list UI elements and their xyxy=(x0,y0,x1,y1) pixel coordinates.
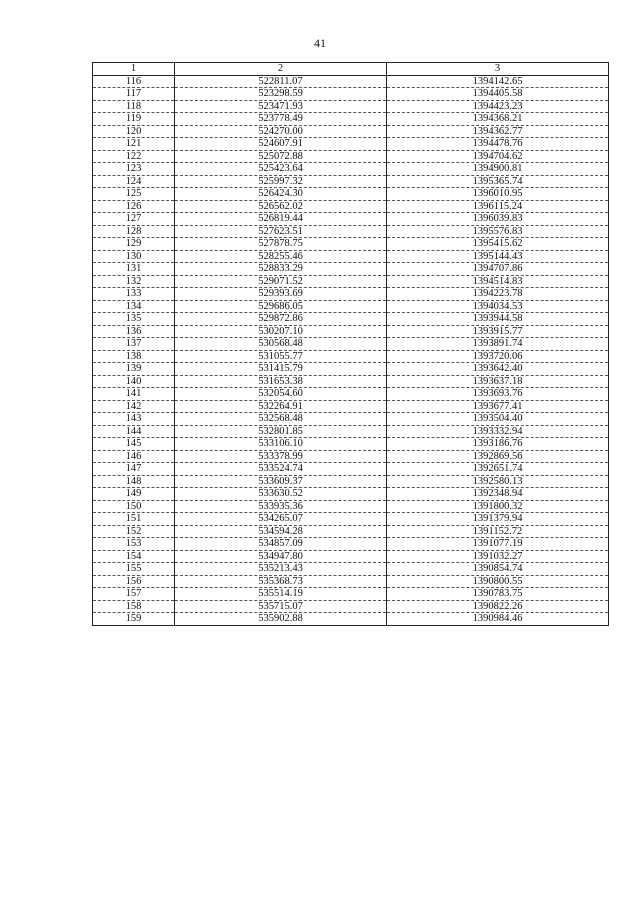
table-row xyxy=(93,400,609,413)
table-row xyxy=(93,250,609,263)
x-coordinate-cell: 525997.32 xyxy=(175,175,387,188)
point-number-cell: 146 xyxy=(93,450,175,463)
table-header-row xyxy=(93,63,609,76)
x-coordinate-cell: 525072.88 xyxy=(175,150,387,163)
y-coordinate-cell: 1394423.23 xyxy=(387,100,609,113)
table-row xyxy=(93,75,609,88)
y-coordinate-cell: 1390783.75 xyxy=(387,588,609,601)
page-number: 41 xyxy=(314,36,326,50)
table-row xyxy=(93,413,609,426)
table-row xyxy=(93,163,609,176)
column-header: 2 xyxy=(175,63,387,76)
table-row xyxy=(93,438,609,451)
table-row xyxy=(93,225,609,238)
x-coordinate-cell: 531653.38 xyxy=(175,375,387,388)
table-row xyxy=(93,263,609,276)
y-coordinate-cell: 1390822.26 xyxy=(387,600,609,613)
point-number-cell: 129 xyxy=(93,238,175,251)
x-coordinate-cell: 531415.79 xyxy=(175,363,387,376)
y-coordinate-cell: 1391152.72 xyxy=(387,525,609,538)
table-row xyxy=(93,575,609,588)
table-row xyxy=(93,513,609,526)
table-row xyxy=(93,175,609,188)
y-coordinate-cell: 1392869.56 xyxy=(387,450,609,463)
y-coordinate-cell: 1394034.53 xyxy=(387,300,609,313)
point-number-cell: 159 xyxy=(93,613,175,626)
y-coordinate-cell: 1394704.62 xyxy=(387,150,609,163)
point-number-cell: 119 xyxy=(93,113,175,126)
point-number-cell: 151 xyxy=(93,513,175,526)
x-coordinate-cell: 533106.10 xyxy=(175,438,387,451)
y-coordinate-cell: 1391379.94 xyxy=(387,513,609,526)
point-number-cell: 147 xyxy=(93,463,175,476)
point-number-cell: 128 xyxy=(93,225,175,238)
table-row xyxy=(93,188,609,201)
x-coordinate-cell: 535368.73 xyxy=(175,575,387,588)
y-coordinate-cell: 1392651.74 xyxy=(387,463,609,476)
y-coordinate-cell: 1394405.58 xyxy=(387,88,609,101)
y-coordinate-cell: 1393677.41 xyxy=(387,400,609,413)
y-coordinate-cell: 1391032.27 xyxy=(387,550,609,563)
point-number-cell: 153 xyxy=(93,538,175,551)
x-coordinate-cell: 523298.59 xyxy=(175,88,387,101)
point-number-cell: 158 xyxy=(93,600,175,613)
table-row xyxy=(93,375,609,388)
x-coordinate-cell: 532264.91 xyxy=(175,400,387,413)
x-coordinate-cell: 526562.02 xyxy=(175,200,387,213)
x-coordinate-cell: 528833.29 xyxy=(175,263,387,276)
x-coordinate-cell: 531055.77 xyxy=(175,350,387,363)
x-coordinate-cell: 533935.36 xyxy=(175,500,387,513)
x-coordinate-cell: 532568.48 xyxy=(175,413,387,426)
x-coordinate-cell: 534594.28 xyxy=(175,525,387,538)
x-coordinate-cell: 535514.19 xyxy=(175,588,387,601)
table-row xyxy=(93,500,609,513)
y-coordinate-cell: 1394900.81 xyxy=(387,163,609,176)
table-body xyxy=(93,75,609,625)
x-coordinate-cell: 530207.10 xyxy=(175,325,387,338)
point-number-cell: 120 xyxy=(93,125,175,138)
table-row xyxy=(93,200,609,213)
point-number-cell: 123 xyxy=(93,163,175,176)
point-number-cell: 125 xyxy=(93,188,175,201)
point-number-cell: 150 xyxy=(93,500,175,513)
table-row xyxy=(93,475,609,488)
x-coordinate-cell: 534857.09 xyxy=(175,538,387,551)
table-row xyxy=(93,350,609,363)
y-coordinate-cell: 1393944.58 xyxy=(387,313,609,326)
x-coordinate-cell: 529393.69 xyxy=(175,288,387,301)
table-row xyxy=(93,88,609,101)
point-number-cell: 144 xyxy=(93,425,175,438)
y-coordinate-cell: 1390984.46 xyxy=(387,613,609,626)
table-row xyxy=(93,338,609,351)
y-coordinate-cell: 1392348.94 xyxy=(387,488,609,501)
y-coordinate-cell: 1393720.06 xyxy=(387,350,609,363)
x-coordinate-cell: 533630.52 xyxy=(175,488,387,501)
x-coordinate-cell: 523778.49 xyxy=(175,113,387,126)
y-coordinate-cell: 1395144.43 xyxy=(387,250,609,263)
point-number-cell: 117 xyxy=(93,88,175,101)
y-coordinate-cell: 1394707.86 xyxy=(387,263,609,276)
x-coordinate-cell: 529686.05 xyxy=(175,300,387,313)
table-row xyxy=(93,113,609,126)
table-row xyxy=(93,613,609,626)
table-row xyxy=(93,525,609,538)
y-coordinate-cell: 1396115.24 xyxy=(387,200,609,213)
x-coordinate-cell: 522811.07 xyxy=(175,75,387,88)
y-coordinate-cell: 1393186.76 xyxy=(387,438,609,451)
table-row xyxy=(93,538,609,551)
table-row xyxy=(93,600,609,613)
point-number-cell: 116 xyxy=(93,75,175,88)
y-coordinate-cell: 1395576.83 xyxy=(387,225,609,238)
point-number-cell: 154 xyxy=(93,550,175,563)
y-coordinate-cell: 1393891.74 xyxy=(387,338,609,351)
point-number-cell: 133 xyxy=(93,288,175,301)
x-coordinate-cell: 530568.48 xyxy=(175,338,387,351)
point-number-cell: 145 xyxy=(93,438,175,451)
y-coordinate-cell: 1394478.76 xyxy=(387,138,609,151)
y-coordinate-cell: 1394142.65 xyxy=(387,75,609,88)
x-coordinate-cell: 535213.43 xyxy=(175,563,387,576)
x-coordinate-cell: 526819.44 xyxy=(175,213,387,226)
y-coordinate-cell: 1393332.94 xyxy=(387,425,609,438)
x-coordinate-cell: 527878.75 xyxy=(175,238,387,251)
point-number-cell: 126 xyxy=(93,200,175,213)
table-row xyxy=(93,488,609,501)
y-coordinate-cell: 1393693.76 xyxy=(387,388,609,401)
point-number-cell: 124 xyxy=(93,175,175,188)
table-row xyxy=(93,563,609,576)
y-coordinate-cell: 1394514.83 xyxy=(387,275,609,288)
y-coordinate-cell: 1394223.78 xyxy=(387,288,609,301)
y-coordinate-cell: 1393504.40 xyxy=(387,413,609,426)
table-row xyxy=(93,313,609,326)
table-row xyxy=(93,450,609,463)
point-number-cell: 131 xyxy=(93,263,175,276)
table-row xyxy=(93,100,609,113)
point-number-cell: 143 xyxy=(93,413,175,426)
point-number-cell: 136 xyxy=(93,325,175,338)
y-coordinate-cell: 1396039.83 xyxy=(387,213,609,226)
table-row xyxy=(93,463,609,476)
x-coordinate-cell: 524607.91 xyxy=(175,138,387,151)
point-number-cell: 118 xyxy=(93,100,175,113)
table-row xyxy=(93,150,609,163)
point-number-cell: 127 xyxy=(93,213,175,226)
y-coordinate-cell: 1390854.74 xyxy=(387,563,609,576)
y-coordinate-cell: 1390800.55 xyxy=(387,575,609,588)
x-coordinate-cell: 526424.30 xyxy=(175,188,387,201)
x-coordinate-cell: 534947.80 xyxy=(175,550,387,563)
point-number-cell: 157 xyxy=(93,588,175,601)
y-coordinate-cell: 1395415.62 xyxy=(387,238,609,251)
point-number-cell: 148 xyxy=(93,475,175,488)
table-row xyxy=(93,388,609,401)
x-coordinate-cell: 523471.93 xyxy=(175,100,387,113)
coordinates-table xyxy=(92,62,609,626)
point-number-cell: 121 xyxy=(93,138,175,151)
table-row xyxy=(93,300,609,313)
x-coordinate-cell: 527623.51 xyxy=(175,225,387,238)
point-number-cell: 137 xyxy=(93,338,175,351)
x-coordinate-cell: 525423.64 xyxy=(175,163,387,176)
x-coordinate-cell: 532801.85 xyxy=(175,425,387,438)
table-row xyxy=(93,363,609,376)
column-header: 3 xyxy=(387,63,609,76)
x-coordinate-cell: 533524.74 xyxy=(175,463,387,476)
point-number-cell: 134 xyxy=(93,300,175,313)
table-row xyxy=(93,425,609,438)
point-number-cell: 122 xyxy=(93,150,175,163)
y-coordinate-cell: 1391800.32 xyxy=(387,500,609,513)
point-number-cell: 140 xyxy=(93,375,175,388)
table-row xyxy=(93,138,609,151)
x-coordinate-cell: 534265.07 xyxy=(175,513,387,526)
y-coordinate-cell: 1393637.18 xyxy=(387,375,609,388)
table-row xyxy=(93,275,609,288)
point-number-cell: 141 xyxy=(93,388,175,401)
y-coordinate-cell: 1392580.13 xyxy=(387,475,609,488)
point-number-cell: 138 xyxy=(93,350,175,363)
table-row xyxy=(93,125,609,138)
point-number-cell: 130 xyxy=(93,250,175,263)
y-coordinate-cell: 1396010.95 xyxy=(387,188,609,201)
point-number-cell: 149 xyxy=(93,488,175,501)
table-row xyxy=(93,238,609,251)
x-coordinate-cell: 524270.00 xyxy=(175,125,387,138)
x-coordinate-cell: 535715.07 xyxy=(175,600,387,613)
y-coordinate-cell: 1395365.74 xyxy=(387,175,609,188)
point-number-cell: 152 xyxy=(93,525,175,538)
x-coordinate-cell: 533378.99 xyxy=(175,450,387,463)
x-coordinate-cell: 533609.37 xyxy=(175,475,387,488)
y-coordinate-cell: 1394368.21 xyxy=(387,113,609,126)
y-coordinate-cell: 1393642.40 xyxy=(387,363,609,376)
x-coordinate-cell: 532054.60 xyxy=(175,388,387,401)
y-coordinate-cell: 1391077.19 xyxy=(387,538,609,551)
y-coordinate-cell: 1393915.77 xyxy=(387,325,609,338)
point-number-cell: 139 xyxy=(93,363,175,376)
table-row xyxy=(93,288,609,301)
point-number-cell: 156 xyxy=(93,575,175,588)
table-row xyxy=(93,325,609,338)
point-number-cell: 155 xyxy=(93,563,175,576)
x-coordinate-cell: 529071.52 xyxy=(175,275,387,288)
table-row xyxy=(93,550,609,563)
x-coordinate-cell: 529872.86 xyxy=(175,313,387,326)
x-coordinate-cell: 528255.46 xyxy=(175,250,387,263)
y-coordinate-cell: 1394362.77 xyxy=(387,125,609,138)
point-number-cell: 142 xyxy=(93,400,175,413)
point-number-cell: 132 xyxy=(93,275,175,288)
table-row xyxy=(93,213,609,226)
x-coordinate-cell: 535902.88 xyxy=(175,613,387,626)
column-header: 1 xyxy=(93,63,175,76)
point-number-cell: 135 xyxy=(93,313,175,326)
table-row xyxy=(93,588,609,601)
